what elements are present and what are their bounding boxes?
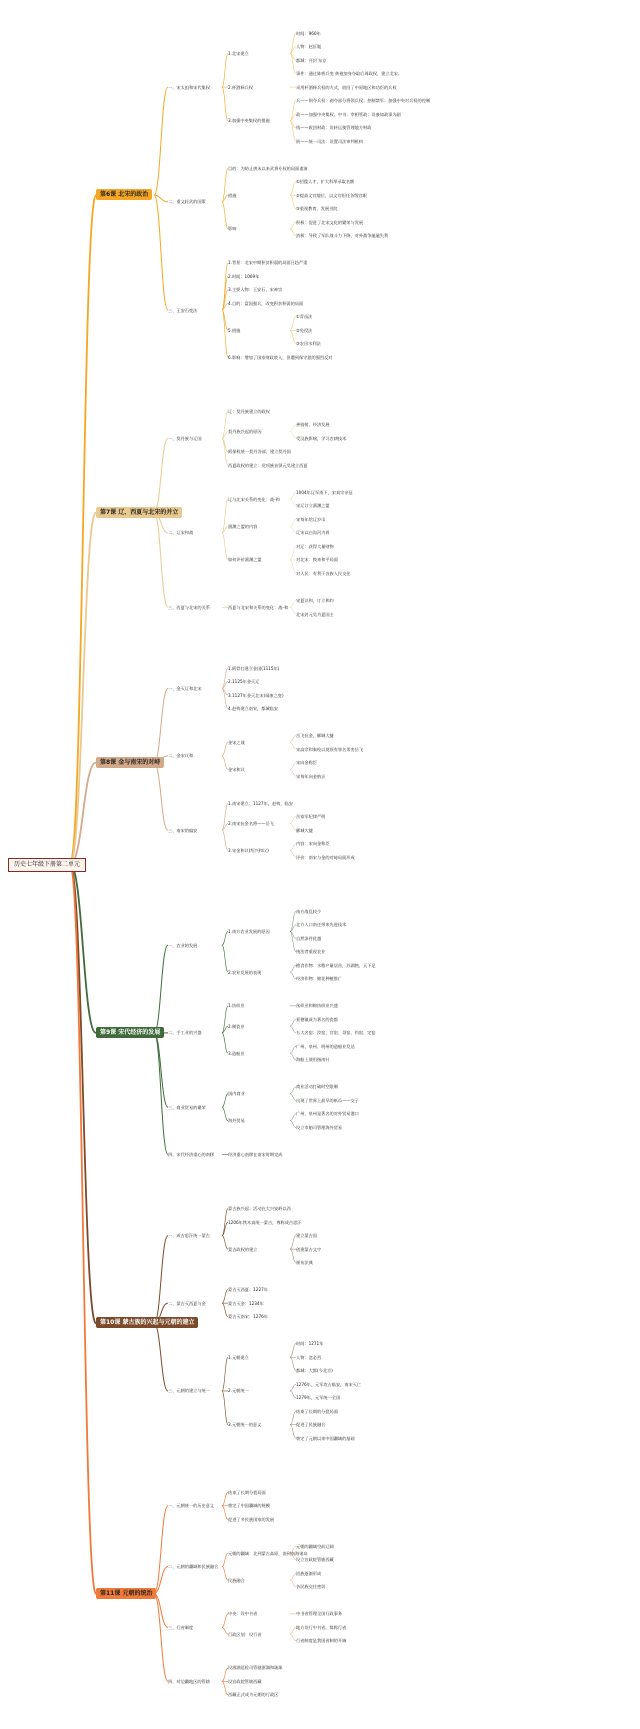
- section-link: [154, 688, 168, 762]
- item-node: 4.赵构建立南宋，都城临安: [228, 706, 279, 712]
- item-node: 阿保机统一契丹各部，建立契丹国: [228, 449, 291, 455]
- leaf-node: 受汉族影响，学习农耕技术: [296, 435, 347, 441]
- leaf-node: 北方人口南迁带来先进技术: [296, 922, 347, 928]
- item-node: 2.制瓷业: [228, 1023, 245, 1029]
- leaf-node: 景德镇成为著名的瓷都: [296, 1016, 338, 1022]
- item-node: 行政区划：设行省: [228, 1631, 262, 1637]
- item-node: 辽与北宋关系的变化：战-和: [228, 496, 280, 502]
- leaf-node: 对人民：有利于各族人民交往: [296, 570, 351, 576]
- chapter-node: 第11课 元朝的统治: [96, 1588, 156, 1599]
- item-node: 如何评价澶渊之盟: [228, 557, 262, 563]
- item-node: 3.1127年金灭北宋(靖康之变): [228, 692, 284, 698]
- leaf-node: 1276年，元军攻占临安，南宋灭亡: [296, 1381, 362, 1387]
- leaf-node: 元朝的疆域空前辽阔: [296, 1543, 334, 1549]
- leaf-node: ①青苗法: [296, 314, 313, 320]
- leaf-node: 商业活动打破时空限制: [296, 1084, 338, 1090]
- item-node: 3.元朝统一的意义: [228, 1422, 262, 1428]
- section-link: [154, 195, 168, 310]
- item-node: 1.南方农业发展的原因: [228, 929, 270, 935]
- item-link: [222, 945, 228, 972]
- item-node: 奠定了中国疆域的规模: [228, 1503, 270, 1509]
- section-node: 二、手工业的兴盛: [168, 1030, 202, 1036]
- chapter-node: 第9课 宋代经济的发展: [96, 1027, 164, 1038]
- leaf-node: 五大名窑：汝窑、官窑、哥窑、钧窑、定窑: [296, 1030, 376, 1036]
- leaf-node: 设立宣政院管辖西藏: [296, 1557, 334, 1563]
- item-node: 4.目的：富国强兵，改变积贫积弱的局面: [228, 300, 304, 306]
- chapter-node: 第6课 北宋的政治: [96, 189, 152, 200]
- leaf-node: 辽宋以白沟河为界: [296, 530, 330, 536]
- item-node: 国内商业: [228, 1091, 245, 1097]
- leaf-node: ③重视教育，发展书院: [296, 206, 338, 212]
- section-node: 一、农业的发展: [168, 942, 198, 948]
- item-node: 2.农业发展的表现: [228, 969, 262, 975]
- item-node: 设澎湖巡检司管辖澎湖和琉球: [228, 1665, 283, 1671]
- leaf-node: 设立市舶司管理海外贸易: [296, 1124, 343, 1130]
- leaf-node: 促进了民族融合: [296, 1422, 326, 1428]
- leaf-node: 兵——削夺兵权：剥夺部分将领兵权；控制禁军；加强中央对兵权的控制: [296, 98, 431, 104]
- section-link: [154, 1236, 168, 1324]
- section-link: [154, 513, 168, 608]
- item-node: 金宋之战: [228, 739, 245, 745]
- leaf-node: 北宋封元昊为夏国主: [296, 611, 334, 617]
- leaf-node: 丝织业和棉纺织业兴盛: [296, 1003, 338, 1009]
- leaf-node: 采用杯酒释兵权的方式，收回了中原地区和功臣的兵权: [296, 84, 397, 90]
- item-node: 蒙古灭金：1234年: [228, 1300, 264, 1306]
- section-node: 一、金灭辽和北宋: [168, 685, 202, 691]
- section-node: 一、成吉思汗统一蒙古: [168, 1233, 210, 1239]
- item-node: 中央：设中书省: [228, 1611, 258, 1617]
- item-node: 5.措施: [228, 327, 241, 333]
- leaf-node: 都城：开封 东京: [296, 57, 327, 63]
- item-link: [222, 53, 228, 87]
- leaf-node: 出现了世界上最早的纸币——交子: [296, 1097, 359, 1103]
- item-node: 蒙古灭西夏：1227年: [228, 1287, 268, 1293]
- chapter-node: 第10课 蒙古族的兴起与元朝的建立: [96, 1317, 198, 1328]
- item-node: 澶渊之盟的内容: [228, 523, 258, 529]
- item-node: 3.加强中央集权的措施: [228, 118, 270, 124]
- leaf-node: ②免役法: [296, 327, 313, 333]
- item-node: 1.背景：北宋中期积贫积弱的局面日趋严重: [228, 260, 308, 266]
- section-link: [154, 945, 168, 1033]
- section-node: 二、元朝的疆域和民族融合: [168, 1564, 219, 1570]
- section-node: 三、王安石变法: [168, 307, 198, 313]
- leaf-node: 岳飞抗金，郾城大捷: [296, 733, 334, 739]
- leaf-node: 事件：通过陈桥兵变 黄袍加身夺取后周政权，建立北宋。: [296, 71, 403, 77]
- root-node: 历史七年级下册第二单元: [8, 858, 86, 872]
- item-node: 蒙古政权的建立: [228, 1246, 258, 1252]
- item-node: 1.北宋建立: [228, 50, 249, 56]
- section-node: 三、商业贸易的繁荣: [168, 1104, 206, 1110]
- leaf-node: 都城：大都(今北京): [296, 1368, 333, 1374]
- section-node: 三、行省制度: [168, 1624, 194, 1630]
- leaf-node: 自然条件优越: [296, 935, 322, 941]
- section-link: [154, 87, 168, 195]
- item-node: 2.1125年金灭辽: [228, 679, 260, 685]
- section-node: 三、南宋的偏安: [168, 827, 198, 833]
- leaf-node: 颁布法典: [296, 1260, 313, 1266]
- item-node: 结束了长期分裂局面: [228, 1489, 266, 1495]
- item-node: 2.元朝统一: [228, 1388, 249, 1394]
- item-node: 1.阿骨打建立金国(1115年): [228, 665, 280, 671]
- leaf-node: 内容：宋向金称臣: [296, 841, 330, 847]
- leaf-node: 行省制度是我国省制的开端: [296, 1638, 347, 1644]
- leaf-node: 政——加强中央集权；中书：宰相管政；设参知政事为副: [296, 111, 401, 117]
- item-node: 3.宋金和议(绍兴和议): [228, 847, 269, 853]
- leaf-node: 中书省管理全国行政事务: [296, 1611, 343, 1617]
- item-node: 2.南宋抗金名将——岳飞: [228, 820, 274, 826]
- item-node: 1.纺织业: [228, 1003, 245, 1009]
- item-link: [222, 202, 228, 229]
- leaf-node: 建立蒙古国: [296, 1233, 317, 1239]
- item-node: 蒙古灭南宋：1276年: [228, 1314, 268, 1320]
- item-node: 促进了多民族国家的发展: [228, 1516, 275, 1522]
- section-node: 二、金宋议和: [168, 753, 194, 759]
- leaf-node: 统治者重视农业: [296, 949, 326, 955]
- leaf-node: ③农田水利法: [296, 341, 321, 347]
- item-node: 6.影响：增加了国家财政收入，但遭到保守派的强烈反对: [228, 354, 333, 360]
- section-node: 二、蒙古灭西夏与金: [168, 1300, 206, 1306]
- chapter-node: 第8课 金与南宋的对峙: [96, 757, 164, 768]
- leaf-node: 地方设行中书省，简称行省: [296, 1624, 347, 1630]
- leaf-node: 宋夏议和，订立和约: [296, 598, 334, 604]
- section-node: 一、元朝统一的历史意义: [168, 1503, 215, 1509]
- item-node: 1206年铁木真统一蒙古，尊称成吉思汗: [228, 1219, 302, 1225]
- item-link: [222, 533, 228, 560]
- chapter-link: [70, 864, 96, 1594]
- section-node: 四、宋代经济重心的南移: [168, 1152, 215, 1157]
- leaf-node: 钱——收回财政：设转运使管理地方财政: [296, 125, 372, 131]
- item-node: 金宋和议: [228, 766, 245, 772]
- leaf-node: 广州、泉州是著名的对外贸易港口: [296, 1111, 359, 1117]
- item-node: 1.元朝建立: [228, 1354, 249, 1360]
- leaf-node: 消极：导致了军队战斗力下降，对外战争屡屡失利: [296, 233, 389, 239]
- leaf-node: 创建蒙古文字: [296, 1246, 322, 1252]
- section-link: [154, 1594, 168, 1682]
- item-node: 海外贸易: [228, 1118, 245, 1124]
- section-node: 三、西夏与北宋的关系: [168, 604, 210, 610]
- leaf-node: 宋向金称臣: [296, 760, 317, 766]
- leaf-node: 积极：促进了北宋文化的繁荣与发展: [296, 219, 364, 225]
- leaf-node: 南方战乱较少: [296, 908, 322, 914]
- leaf-node: 评价：南宋与金的对峙局面形成: [296, 854, 355, 860]
- item-link: [222, 310, 228, 357]
- item-link: [222, 1391, 228, 1425]
- section-link: [154, 438, 168, 512]
- leaf-node: 对辽：获得大量财物: [296, 543, 334, 549]
- section-node: 二、重文轻武的国策: [168, 199, 206, 205]
- item-node: 西夏与北宋和关系的变化：战-和: [228, 604, 289, 610]
- leaf-node: 回族逐渐形成: [296, 1570, 322, 1576]
- item-node: 目的：为防止唐末以来武将专权的局面重演: [228, 165, 308, 171]
- section-node: 一、宋太祖和宋代集权: [168, 84, 210, 90]
- leaf-node: 奠定了元朝以来中国疆域的基础: [296, 1435, 355, 1441]
- leaf-node: 经济作物：棉花种植推广: [296, 976, 343, 982]
- leaf-node: 广州、泉州、明州的造船业发达: [296, 1043, 355, 1049]
- section-node: 二、辽宋和战: [168, 530, 194, 536]
- item-node: 元朝的疆域：北到蒙古高原，南到南海诸岛: [228, 1550, 308, 1556]
- leaf-node: 人物：赵匡胤: [296, 44, 322, 50]
- leaf-node: 宋每年向金纳贡: [296, 773, 326, 779]
- item-link: [222, 1357, 228, 1391]
- leaf-node: 1004年辽军南下，宋真宗亲征: [296, 489, 353, 495]
- item-node: 经济重心南移在南宋时期完成: [228, 1152, 283, 1157]
- item-node: 3.主要人物：王安石、宋神宗: [228, 287, 283, 293]
- leaf-node: 结束了长期的分裂局面: [296, 1408, 338, 1414]
- item-node: 3.造船业: [228, 1050, 245, 1056]
- leaf-node: 时间：1271年: [296, 1341, 324, 1347]
- leaf-node: 人物：忽必烈: [296, 1354, 322, 1360]
- item-node: 辽：契丹族建立的政权: [228, 408, 270, 414]
- leaf-node: 海船上使用指南针: [296, 1057, 330, 1063]
- leaf-node: 岳家军纪律严明: [296, 814, 326, 820]
- leaf-node: 时间：960年: [296, 30, 321, 36]
- item-node: 西夏政权的建立：党项族首领元昊建立西夏: [228, 462, 308, 468]
- leaf-node: 各民族交往密切: [296, 1584, 326, 1590]
- leaf-node: 郾城大捷: [296, 827, 313, 833]
- leaf-node: ②提高文官地位，以文官担任各级官职: [296, 192, 367, 198]
- leaf-node: 善骑射，经济发展: [296, 422, 330, 428]
- section-link: [154, 763, 168, 831]
- section-node: 三、元朝的建立与统一: [168, 1388, 210, 1394]
- item-node: 影响: [228, 226, 237, 232]
- chapter-node: 第7课 辽、西夏与北宋的并立: [96, 507, 182, 518]
- leaf-node: 对北宋：换来和平局面: [296, 557, 338, 563]
- item-node: 西藏正式成为元朝的行政区: [228, 1692, 279, 1698]
- leaf-node: 1279年，元军统一全国: [296, 1395, 341, 1401]
- item-node: 2.杯酒释兵权: [228, 84, 253, 90]
- leaf-node: 宋辽订立澶渊之盟: [296, 503, 330, 509]
- item-node: 契丹族兴起的原因: [228, 429, 262, 435]
- section-link: [154, 1033, 168, 1155]
- leaf-node: 粮食作物：水稻产量居首，苏湖熟，天下足: [296, 962, 376, 968]
- section-link: [154, 1323, 168, 1391]
- section-node: 一、契丹族与辽国: [168, 435, 202, 441]
- item-node: 措施: [228, 192, 237, 198]
- leaf-node: 刑——统一司法：设置司法审判机构: [296, 138, 364, 144]
- item-node: 2.时间：1069年: [228, 273, 260, 279]
- item-node: 1.南宋建立：1127年，赵构，临安: [228, 800, 293, 806]
- leaf-node: 宋每年给辽岁币: [296, 516, 326, 522]
- leaf-node: ①招揽人才，扩大科举录取名额: [296, 179, 355, 185]
- item-link: [222, 87, 228, 121]
- item-node: 民族融合: [228, 1577, 245, 1583]
- section-node: 四、对边疆地区的管辖: [168, 1678, 210, 1684]
- item-node: 蒙古族兴起：活动在大兴安岭以西: [228, 1206, 291, 1212]
- item-node: 设宣政院管辖西藏: [228, 1678, 262, 1684]
- leaf-node: 宋高宗和秦桧以莫须有罪名杀害岳飞: [296, 746, 364, 752]
